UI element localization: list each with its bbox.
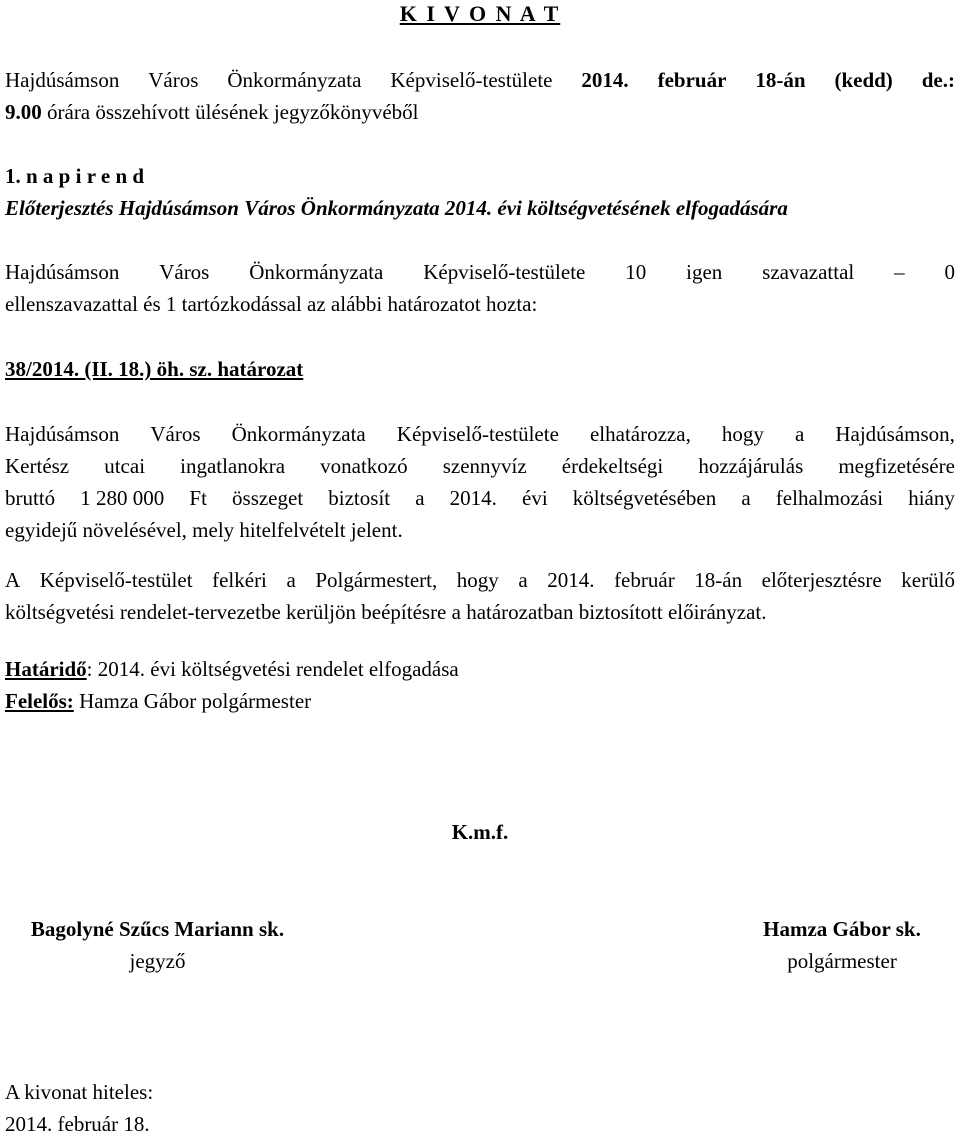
word: Képviselő-testülete <box>396 422 559 446</box>
word: évi <box>522 486 548 510</box>
word: Hajdúsámson <box>5 68 120 92</box>
word: Hajdúsámson, <box>835 422 955 446</box>
word: utcai <box>104 454 146 478</box>
intro-time: 9.00 <box>5 100 42 124</box>
deadline-label: Határidő <box>5 657 87 681</box>
word: Ft <box>189 486 207 510</box>
word: igen <box>686 260 723 284</box>
word: Város <box>159 260 210 284</box>
word: 1 280 000 <box>80 486 165 510</box>
resolution-p1-line-2 <box>5 452 955 480</box>
resolution-p2-line-1 <box>5 566 955 594</box>
word: 18-án <box>694 568 743 592</box>
word: Hajdúsámson <box>5 422 120 446</box>
responsible-label: Felelős: <box>5 689 74 713</box>
resolution-number: 38/2014. (II. 18.) öh. sz. határozat <box>5 357 304 381</box>
word: Képviselő-testülete <box>390 68 553 92</box>
intro-line-1 <box>5 66 955 94</box>
authentic-label: A kivonat hiteles: <box>5 1080 154 1104</box>
word: költségvetésében <box>572 486 717 510</box>
document-title: K I V O N A T <box>399 1 561 26</box>
word: bruttó <box>5 486 56 510</box>
word: hiány <box>908 486 955 510</box>
word: 2014. <box>581 68 629 92</box>
word: Képviselő-testülete <box>423 260 586 284</box>
word: A <box>5 568 21 592</box>
word: Hajdúsámson <box>5 260 120 284</box>
signer-right-role: polgármester <box>787 949 897 973</box>
word: de.: <box>921 68 955 92</box>
word: felkéri <box>212 568 267 592</box>
resolution-p1-line-4: egyidejű növelésével, mely hitelfelvételt jelent. <box>5 518 403 542</box>
word: összeget <box>232 486 304 510</box>
word: kerülő <box>901 568 955 592</box>
word: Város <box>148 68 199 92</box>
resolution-p2-line-2: költségvetési rendelet-tervezetbe kerüljön beépítésre a határozatban biztosított előirányzat. <box>5 600 767 624</box>
word: hozzájárulás <box>698 454 804 478</box>
word: felhalmozási <box>775 486 884 510</box>
vote-line-1 <box>5 258 955 286</box>
word: a <box>741 486 751 510</box>
resolution-p1-line-1 <box>5 420 955 448</box>
deadline-value: : 2014. évi költségvetési rendelet elfogadása <box>86 657 459 681</box>
word: előterjesztésre <box>761 568 882 592</box>
word: Önkormányzata <box>227 68 362 92</box>
word: (kedd) <box>834 68 893 92</box>
word: elhatározza, <box>589 422 691 446</box>
word: ingatlanokra <box>180 454 286 478</box>
responsible-line <box>5 687 311 715</box>
word: szavazattal <box>762 260 855 284</box>
signer-right-name: Hamza Gábor sk. <box>763 917 921 941</box>
word: 2014. <box>449 486 497 510</box>
word: 10 <box>625 260 647 284</box>
responsible-value: Hamza Gábor polgármester <box>73 689 312 713</box>
deadline-line <box>5 655 459 683</box>
resolution-p1-line-3 <box>5 484 955 512</box>
word: érdekeltségi <box>561 454 664 478</box>
word: Polgármestert, <box>315 568 438 592</box>
word: a <box>286 568 296 592</box>
authentic-date: 2014. február 18. <box>5 1112 150 1136</box>
signer-left-role: jegyző <box>129 949 186 973</box>
word: február <box>657 68 727 92</box>
word: – <box>894 260 905 284</box>
word: 2014. <box>547 568 595 592</box>
agenda-number: 1. n a p i r e n d <box>5 164 145 188</box>
word: megfizetésére <box>838 454 955 478</box>
intro-line-2 <box>5 98 418 126</box>
word: Önkormányzata <box>231 422 366 446</box>
signer-right <box>742 915 942 975</box>
word: február <box>614 568 675 592</box>
word: vonatkozó <box>320 454 408 478</box>
kmf: K.m.f. <box>451 820 509 844</box>
intro-rest: órára összehívott ülésének jegyzőkönyvéből <box>41 100 419 124</box>
signer-left <box>5 915 310 975</box>
word: 0 <box>944 260 955 284</box>
word: biztosít <box>328 486 391 510</box>
word: hogy <box>456 568 499 592</box>
word: szennyvíz <box>442 454 527 478</box>
vote-line-2: ellenszavazattal és 1 tartózkodással az alábbi határozatot hozta: <box>5 292 538 316</box>
word: a <box>415 486 425 510</box>
word: Képviselő-testület <box>39 568 193 592</box>
word: Önkormányzata <box>249 260 384 284</box>
word: hogy <box>721 422 764 446</box>
agenda-title: Előterjesztés Hajdúsámson Város Önkormányzata 2014. évi költségvetésének elfogadására <box>5 196 788 220</box>
word: Város <box>150 422 201 446</box>
word: Kertész <box>5 454 70 478</box>
word: a <box>518 568 528 592</box>
word: 18-án <box>755 68 806 92</box>
signer-left-name: Bagolyné Szűcs Mariann sk. <box>30 917 285 941</box>
word: a <box>794 422 805 446</box>
